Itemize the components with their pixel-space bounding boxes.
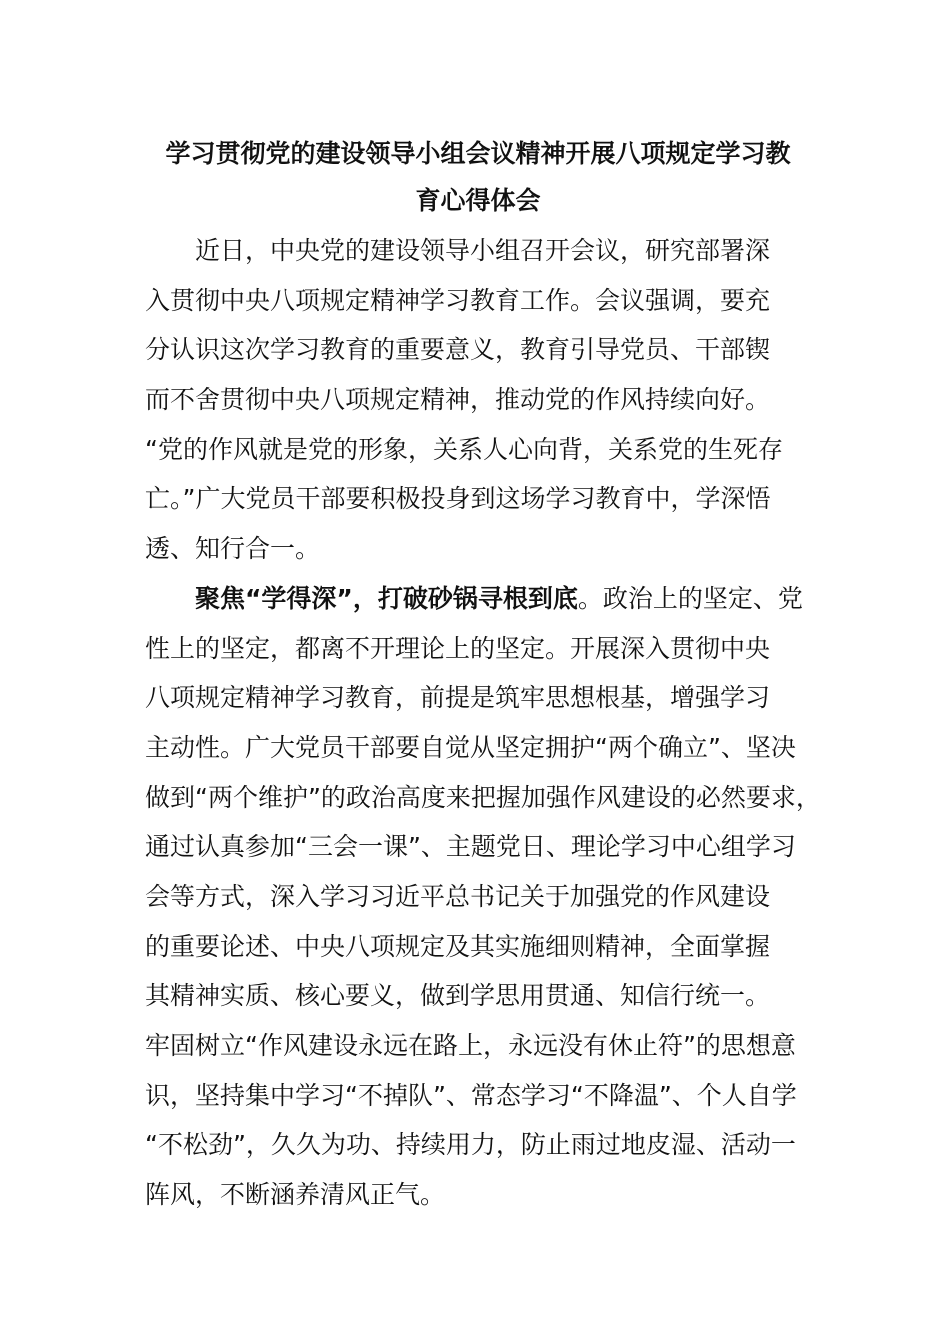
paragraph-line: 通过认真参加“三会一课”、主题党日、理论学习中心组学习 bbox=[145, 832, 796, 862]
paragraph-line: 做到“两个维护”的政治高度来把握加强作风建设的必然要求， bbox=[145, 782, 821, 812]
section-heading: 聚焦“学得深”，打破砂锅寻根到底 bbox=[195, 583, 578, 613]
paragraph-line: 的重要论述、中央八项规定及其实施细则精神，全面掌握 bbox=[145, 931, 771, 961]
paragraph-line: 牢固树立“作风建设永远在路上，永远没有休止符”的思想意 bbox=[145, 1031, 796, 1060]
paragraph-first-line bbox=[145, 574, 835, 624]
paragraph-line: 主动性。广大党员干部要自觉从坚定拥护“两个确立”、坚决 bbox=[145, 732, 796, 762]
paragraph-line: 近日，中央党的建设领导小组召开会议，研究部署深 bbox=[195, 236, 771, 265]
heading-continuation: 。政治上的坚定、党 bbox=[577, 583, 803, 613]
document-body bbox=[145, 226, 835, 1220]
paragraph-line: “党的作风就是党的形象，关系人心向背，关系党的生死存 bbox=[145, 434, 783, 464]
paragraph-line: 透、知行合一。 bbox=[145, 534, 321, 564]
title-line-2: 育心得体会 bbox=[415, 186, 541, 215]
paragraph-study-deep bbox=[145, 574, 835, 1220]
paragraph-line: 识，坚持集中学习“不掉队”、常态学习“不降温”、个人自学 bbox=[145, 1080, 797, 1110]
paragraph-line: 其精神实质、核心要义，做到学思用贯通、知信行统一。 bbox=[145, 981, 771, 1011]
paragraph-line: “不松劲”，久久为功、持续用力，防止雨过地皮湿、活动一 bbox=[145, 1130, 796, 1160]
title-line-1: 学习贯彻党的建设领导小组会议精神开展八项规定学习教 bbox=[165, 139, 791, 168]
paragraph-line: 而不舍贯彻中央八项规定精神，推动党的作风持续向好。 bbox=[145, 385, 771, 415]
paragraph-line: 阵风，不断涵养清风正气。 bbox=[145, 1180, 446, 1210]
paragraph-intro bbox=[145, 226, 835, 574]
paragraph-line: 入贯彻中央八项规定精神学习教育工作。会议强调，要充 bbox=[145, 285, 771, 315]
paragraph-line: 八项规定精神学习教育，前提是筑牢思想根基，增强学习 bbox=[145, 683, 771, 713]
paragraph-line: 性上的坚定，都离不开理论上的坚定。开展深入贯彻中央 bbox=[145, 633, 771, 663]
paragraph-line: 分认识这次学习教育的重要意义，教育引导党员、干部锲 bbox=[145, 335, 771, 365]
paragraph-line: 亡。”广大党员干部要积极投身到这场学习教育中，学深悟 bbox=[145, 484, 771, 514]
document-title bbox=[148, 130, 808, 224]
paragraph-line: 会等方式，深入学习习近平总书记关于加强党的作风建设 bbox=[145, 881, 771, 911]
